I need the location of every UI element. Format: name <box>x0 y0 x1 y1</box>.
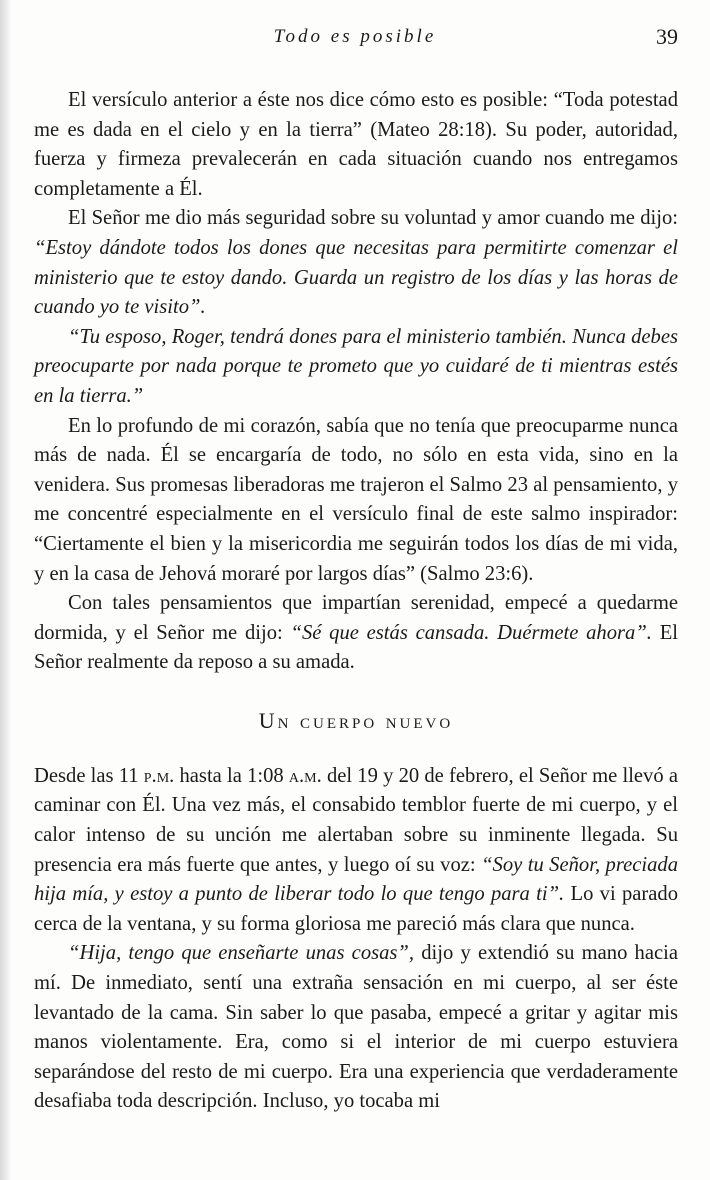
paragraph-6-mid: hasta la 1:08 <box>174 764 289 787</box>
paragraph-2 <box>34 204 678 322</box>
paragraph-6 <box>34 762 678 940</box>
page-number: 39 <box>656 24 678 49</box>
paragraph-3-quote: “Tu esposo, Roger, tendrá dones para el ministerio también. Nunca debes preocuparte por nada porque te prometo que yo cuidaré de ti mientras estés en la tierra.” <box>34 325 678 407</box>
paragraph-5-quote: “Sé que estás cansada. Duérmete ahora”. <box>290 621 652 644</box>
paragraph-6-tail: Lo vi parado cerca de la ventana, y su forma gloriosa me pareció más clara que nunca. <box>34 883 678 935</box>
paragraph-2-quote: “Estoy dándote todos los dones que necesitas para permitirte comenzar el ministerio que te estoy dando. Guarda un registro de los días y las horas de cuando yo te visito”. <box>34 236 678 319</box>
time-am: a.m. <box>288 764 322 787</box>
paragraph-3 <box>34 323 678 412</box>
paragraph-7-body: dijo y extendió su mano hacia mí. De inmediato, sentí una extraña sensación en mi cuerpo, al ser éste levantado de la cama. Sin saber lo que pasaba, empecé a gritar y agitar mis manos violentamente. Era, como si el interior de mi cuerpo estuviera separándose del resto de mi cuerpo. Era una experiencia que verdaderamente desafiaba toda descripción. Incluso, yo tocaba mi <box>34 942 679 1113</box>
section-heading: Un cuerpo nuevo <box>258 707 454 733</box>
running-header <box>0 22 710 52</box>
paragraph-4: En lo profundo de mi corazón, sabía que no tenía que preocuparme nunca más de nada. Él se encargaría de todo, no sólo en esta vida, sino en la venidera. Sus promesas liberadoras me trajeron el Salmo 23 al pensamiento, y me concentré especialmente en el versículo final de este salmo inspirador: “Ciertamente el bien y la misericordia me seguirán todos los días de mi vida, y en la casa de Jehová moraré por largos días” (Salmo 23:6). <box>34 414 678 585</box>
paragraph-6-body: del 19 y 20 de febrero, el Señor me llevó a caminar con Él. Una vez más, el consabido temblor fuerte de mi cuerpo, y el calor intenso de su unción me alertaban sobre su inminente llegada. Su presencia era más fuerte que antes, y luego oí su voz: <box>34 764 678 876</box>
paragraph-2-lead: El Señor me dio más seguridad sobre su voluntad y amor cuando me dijo: <box>68 207 678 230</box>
paragraph-6-quote: “Soy tu Señor, preciada hija mía, y estoy a punto de liberar todo lo que tengo para ti”. <box>34 853 678 906</box>
paragraph-6-lead: Desde las 11 <box>34 764 144 787</box>
paragraph-5 <box>34 589 678 678</box>
paragraph-5-tail: El Señor realmente da reposo a su amada. <box>34 621 679 674</box>
paragraph-7 <box>34 939 678 1117</box>
page-gutter-shadow <box>0 0 12 1180</box>
running-title: Todo es posible <box>273 26 437 47</box>
time-pm: p.m. <box>143 764 175 787</box>
paragraph-5-lead: Con tales pensamientos que impartían serenidad, empecé a quedarme dormida, y el Señor me dijo: <box>34 592 678 644</box>
body-text <box>34 86 678 1117</box>
paragraph-1: El versículo anterior a éste nos dice cómo esto es posible: “Toda potestad me es dada en el cielo y en la tierra” (Mateo 28:18). Su poder, autoridad, fuerza y firmeza prevalecerán en cada situación cuando nos entregamos completamente a Él. <box>34 89 678 200</box>
paragraph-7-quote: “Hija, tengo que enseñarte unas cosas”, <box>68 942 415 965</box>
